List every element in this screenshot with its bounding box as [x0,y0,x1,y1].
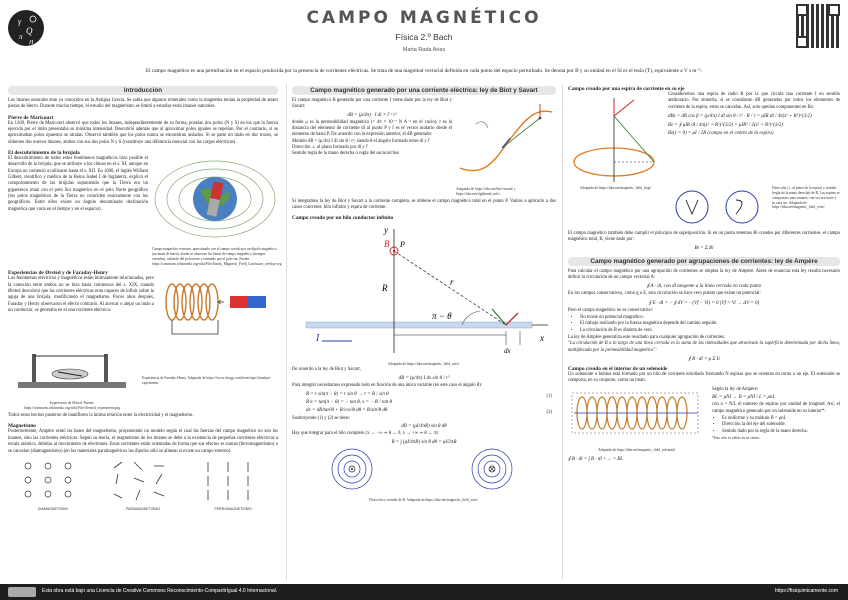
page-title: CAMPO MAGNÉTICO [306,8,542,28]
ferromagnetism-diagram [198,458,268,502]
svg-text:π: π [19,33,23,41]
intro-text: El campo magnético es una perturbación en el espacio producida por la presencia de corrientes eléctricas. Se trata de una magnitud vectorial definida en cada punto del espacio perturbado. Se denota por B y su unidad en el SI es el tesla (T), equivalente a V s m⁻². [145,68,703,74]
list-item: • El trabajo realizado por la fuerza magnética depende del camino seguido. [580,321,840,327]
paragraph: donde μ es la permeabilidad magnética (= 4π × 10⁻⁷ N A⁻² en el vacío), r es la distancia del elemento de corriente dl al punto P y r̂ es el vector unitario desde el elemento de hasta P. De acuerdo con la expresión anterior, el dB generado: [292,119,452,138]
page-subtitle: Física 2.º Bach [395,32,453,42]
author: Marta Rada Arias [402,47,446,53]
paragraph: Hay que integrar para el hilo completo (x → −∞ ⇒ θ → 0, x → +∞ ⇒ θ → π): [292,431,439,437]
svg-text:H: H [29,40,34,46]
wire-field-direction-figure [292,447,556,493]
equation: dB = (μ/4π) I dx sin θ / r² [398,375,450,381]
figure-caption: Adaptada de https://tikz.net/magnetic_field_loop/. [579,186,653,190]
paragraph: El campo magnético también debe cumplir el principio de superposición. Si en un punto tenemos Bi creados por diferentes corrientes, el campo magnético total, B, viene dado por: [568,231,840,243]
list-item: • Es uniforme y su módulo B = μnI. [722,416,840,422]
paragraph: El descubrimiento de todos estos fenómenos magnéticos hizo posible el desarrollo de la brújula, que se atribuye a los chinos en el s. XI, aunque en Europa no comenzó a utilizarse hasta el s. XII. En 1600, el inglés William Gilbert, científico y médico de la Reina Isabel I de Inglaterra, explicó el comportamiento de las brújulas suponiendo que la Tierra era un gigantesco imán con el polo Sur magnético en el polo Norte geográfico (los polos magnéticos de la Tierra no coinciden exactamente con los geográficos. Entre ellos existe un ángulo denominado declinación magnética que varía en el tiempo y en el espacio). [8,156,148,212]
biot-savart-figure [456,98,556,182]
paragraph: Dirección ⊥ al plano formado por dl y r̂ [292,145,368,151]
subheading: El descubrimiento de la brújula [8,150,80,157]
loop-field-direction-figure [668,186,768,228]
equation: R/x = tan(π − θ) = − tan θ, x = − R / tan θ [306,399,392,405]
paragraph: El campo magnético B generado por una corriente I viene dado por la ley de Biot y Savart: [292,98,452,110]
paragraph: En 1269, Pierre de Maricourt observó que todos los imanes, independientemente de su forma, poseían dos polos (N y S) en los que la fuerza ejercida por el imán presentaba su máxima intensidad. Descubrió además que al aproximar polos iguales se repelían. Por el contrario, si se aproximaban polos opuestos se atraían. Observó también que los polos nunca se encuentran aislados. Si se parte un imán en dos trozos, se obtienen dos nuevos imanes, ambos con sus dos polos N y S (constituye una diferencia esencial con las cargas eléctricas). [8,120,278,145]
paragraph: Módulo dB = (μ/4π) I dl sin θ / r², siendo θ el ángulo formado entre dl y r̂ [292,138,430,144]
equation: Bt = Σ Bi [694,245,714,251]
svg-text:Q: Q [26,26,33,36]
license-text: Esta obra está bajo una Licencia de Creative Commons Reconocimiento-CompartirIgual 4.0 Internacional. [42,588,278,594]
paragraph: Sentido regla de la mano derecha o regla del sacacorchos [292,151,400,157]
equation: dBz = dB cos β = (μ/4π) I dl sin θ / r² · R / r = μIR dl / 4π(z² + R²)^(3/2) [668,114,812,120]
solenoid-figure [568,387,706,443]
earth-magnetic-field-figure [152,156,278,242]
equation-number: (2) [546,409,552,415]
equation: B = ∫ (μI/4πR) sin θ dθ = μI/2πR [391,439,457,445]
paragraph: Para calcular el campo magnético por una agrupación de corrientes se emplea la ley de Ampère. Antes de enunciar esta ley resulta necesario definir la circulación de un campo vectorial A: [568,268,840,281]
diagram-label: PARAMAGNETISMO [125,506,161,511]
figure-caption: Dirección (⊥ al plano de la espira) y sentido (regla de la mano derecha) de B. Las espiras se comportan como imanes, con su cara norte y su cara sur. Adaptada de https://tikz.net/magnetic_field_wire/. [772,186,840,210]
fig-label-x-axis: x [540,333,544,344]
equation: ∮ B · dl = μ Σ Ii [688,357,720,363]
paragraph: Para integrar necesitamos expresado todo en función de una única variable (en este caso el ángulo θ): [292,382,482,388]
cc-license-icon[interactable] [8,587,36,597]
faraday-coil-figure [158,276,278,340]
paragraph: Sustituyendo (1) y (2) se tiene: [292,415,350,421]
equation: dx = dR/tan²θ + R/cos²θ dθ = R/sin²θ dθ [306,407,388,413]
fig-label-P: P [400,240,405,250]
equation: dB = (μI/4πR) sin θ dθ [401,424,447,430]
figure-caption: Experiencia de Ørsted. Fuente: https://commons.wikimedia.org/wiki/File:Oersted_experiment.png [23,401,121,411]
fig-label-B: B [384,239,390,250]
column-introduccion [8,86,283,512]
equation: ∮ E · dl = − ∮ dV = −(Vf − Vi) = 0 (Vf = Vi → ΔV = 0) [648,300,760,306]
paragraph: Todos estos hechos pusieron de manifiesto la íntima relación entre la electricidad y el magnetismo. [8,413,194,419]
equation: ∮ A · dl, con dl tangente a la línea cerrada en cada punto [646,284,762,290]
figure-caption: Experiencia de Faraday-Henry. Adaptada de https://www.chegg.com/learn/topic/faradays-experiment. [142,376,272,386]
fig-label-dx: dx [504,347,511,356]
website-link[interactable]: https://fisiquimicamente.com [774,588,838,594]
paragraph: con n = N/L el número de espiras por unidad de longitud. Así, el campo magnético generado por un solenoide en su interior*: [712,402,840,414]
footer-bar [0,584,848,600]
section-heading: Introducción [8,86,278,95]
subheading: Campo creado por una espira de corriente en su eje [568,86,685,92]
paragraph: Según la ley de Ampère: [712,386,759,392]
figure-caption: Dirección y sentido de B. Adaptada de https://tikz.net/magnetic_field_wire/. [369,497,479,502]
diagram-label: FERROMAGNETISMO [214,506,252,511]
diagram-label: DIAMAGNETISMO [37,506,69,511]
paramagnetism-diagram [108,458,178,502]
paragraph: Un solenoide o bobina está formado por un hilo de corriente enrollado formando N espiras que se orientan en torno a un eje. El solenoide se comporta, en su conjunto, como un imán: [568,372,840,384]
fig-label-theta: π − θ [432,311,452,322]
equation: R = r sin(π − θ) = r sin θ → r = R / sin θ [306,391,389,397]
paragraph: En los campos conservativos, como g o E, esta circulación se hace cero puesto que existe un potencial: [568,291,761,297]
fig-label-R: R [382,283,388,294]
column-espira-ampere [568,86,840,462]
list-item: • No existe un potencial magnético. [580,315,840,321]
fig-label-y-axis: y [384,225,388,236]
list-item: • Dirección la del eje del solenoide. [722,422,840,428]
quote: "La circulación de B a lo largo de una línea cerrada es la suma de las intensidades que atraviesan la superficie determinada por dicha línea, multiplicada por la permeabilidad magnética": [568,341,840,353]
subheading: Experiencias de Ørsted y de Faraday-Henry [8,270,108,277]
paragraph: Los fenómenos eléctricos y magnéticos están íntimamente relacionados, pero la conexión entre ambos no se hizo hasta comienzos del s. XIX, cuando Ørsted descubrió que las corrientes eléctricas eran capaces de influir sobre la aguja de una brújula, modificando el magnetismo. Pocos años después, Faraday y Henry observaron el efecto contrario. Al acercar o alejar un imán a un conductor, se generaba en el una corriente eléctrica. [8,276,154,314]
equation-number: (1) [546,393,552,399]
column-divider [562,84,563,580]
equation: Bz = ∮ μIR dl / 4π(z² + R²)^(3/2) = μIR² / 2(z² + R²)^(3/2) [668,123,784,129]
list-item: • La circulación de B es distinta de cero. [580,328,840,334]
diamagnetism-diagram [18,458,88,502]
paragraph: Posteriormente, Ampère sentó las bases del magnetismo, proponiendo un modelo según el cual las fuerzas del campo magnético no son los imanes, sino las corrientes eléctricas. Según su teoría, el magnetismo de los imanes se debe a la existencia de pequeñas corrientes eléctricas a escala atómica, debidas al movimiento de electrones. Estas corrientes están orientadas de forma que sus efectos se suman (ferromagnetismo) o se cancelan (diamagnetismo) (en los materiales paramagnéticos los dipolos sólo se alinean si existe un campo externo). [8,429,278,454]
equation: ∮ B · dl = ∫ B · dl + ... = BL [568,456,624,462]
fig-label-r: r [450,277,454,288]
fig-label-I: I [316,333,320,345]
subheading: Campo creado en el interior de un solenoide [568,366,668,373]
current-loop-figure [568,92,664,186]
footnote: *Esto solo es válido en su centro. [712,435,761,440]
svg-text:γ: γ [18,17,22,26]
oersted-experiment-figure [8,342,136,396]
paragraph: Los imanes naturales eran ya conocidos en la Antigua Grecia. Se sabía que algunos minerales como la magnetita tenían la propiedad de atraer piezas de hierro. Durante mucho tiempo, el estudio del magnetismo se limitó a estudiar estos imanes naturales. [8,98,278,110]
section-heading: Campo magnético generado por agrupaciones de corrientes: ley de Ampère [568,257,840,266]
column-divider [286,84,287,580]
subheading: Pierre de Maricourt [8,114,54,121]
infinite-wire-figure [292,223,556,357]
list-item: • Sentido dado por la regla de la mano derecha. [722,429,840,435]
subheading: Magnetismo [8,423,36,430]
paragraph: De acuerdo a la ley de Biot y Savart, [292,367,361,373]
paragraph: Pero el campo magnético no es conservativo: [568,307,653,313]
figure-caption: Adaptada de https://tikz.net/biot-savart/ y https://tikz.net/righthand_rule/. [456,187,516,196]
equation: BL = μNI → B = μNI / L = μnI, [712,395,776,401]
subheading: Campo creado por un hilo conductor infinito [292,215,394,222]
figure-caption: Campo magnético terrestre, aproximado con el campo creado por un dipolo magnético (un imán de barra), donde se observan las líneas de campo magnético (siempre cerradas), saliendo del polo norte y entrando por el polo sur. Fuente: https://commons.wikimedia.org/wiki/File:Earths_Magnetic_Field_Confusion_overlay.svg. [152,247,283,266]
equation: dB = (μ/4π) · I dl × r̂ / r² [347,112,397,118]
equation: Bz(z = 0) = μI / 2R (campo en el centro de la espira) [668,131,774,137]
paragraph: Si integramos la ley de Biot y Savart a la corriente completa, se obtiene el campo magnético total en el punto P. Vamos a aplicarlo a dos casos concretos: hilo infinito y espira de corriente. [292,198,556,211]
column-biot-savart [292,86,556,502]
paragraph: La ley de Ampère generaliza este resultado para cualquier agrupación de corrientes: [568,335,726,341]
paragraph: Consideremos una espira de radio R por la que circula una corriente I en sentido antihorario. Por simetría, si se consideran dB generados por todos los elementos de corriente de la espira, estos se cancelan. Así, solo quedan componentes en Bz: [668,92,840,110]
section-heading: Campo magnético generado por una corriente eléctrica: ley de Biot y Savart [292,86,556,95]
figure-caption: Adaptada de https://tikz.net/magnetic_field_wire/. [387,362,461,367]
figure-caption: Adaptada de https://tikz.net/magnetic_field_solenoid/. [597,447,677,452]
